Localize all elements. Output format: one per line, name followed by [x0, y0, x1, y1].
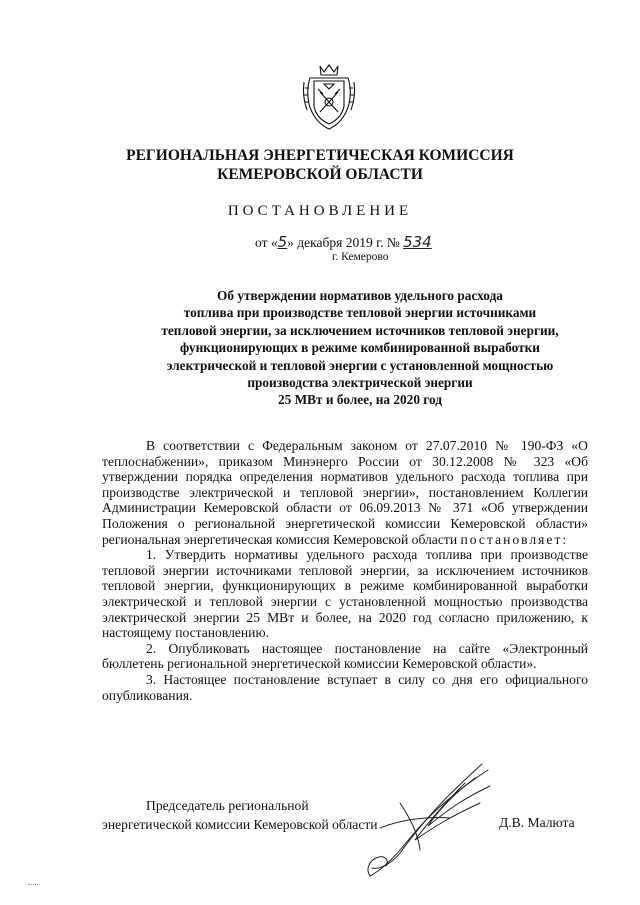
subject-line: 25 МВт и более, на 2020 год — [278, 392, 442, 408]
item-3: 3. Настоящее постановление вступает в силу со дня его официального опубликования. — [102, 671, 588, 703]
subject-line: тепловой энергии, за исключением источников тепловой энергии, — [161, 322, 559, 338]
item-2: 2. Опубликовать настоящее постановление на сайте «Электронный бюллетень региональной энергетической комиссии Кемеровской области». — [102, 640, 588, 672]
date-mid: » декабря 2019 г. № — [287, 235, 400, 250]
organization-title-line2: КЕМЕРОВСКОЙ ОБЛАСТИ — [217, 166, 423, 183]
document-type: ПОСТАНОВЛЕНИЕ — [227, 203, 413, 219]
signature-icon — [340, 758, 510, 883]
subject-line: функционирующих в режиме комбинированной выработки — [180, 340, 540, 356]
document-body — [102, 438, 588, 703]
date-prefix: от « — [255, 235, 278, 250]
city: г. Кемерово — [332, 251, 389, 263]
intro-text: В соответствии с Федеральным законом от 27.07.2010 № 190-ФЗ «О теплоснабжении», приказом Минэнерго России от 30.12.2008 № 323 «Об утверждении порядка определения нормативов удельного расхода топлива при производстве электрической и тепловой энергии», постановлением Коллегии Администрации Кемеровской области от 06.09.2013 № 371 «Об утверждении Положения о региональной энергетической комиссии Кемеровской области» региональная энергетическая комиссия Кемеровской области — [102, 438, 588, 547]
intro-paragraph — [102, 438, 588, 547]
signer-title — [102, 796, 378, 834]
signer-name: Д.В. Малюта — [499, 815, 575, 830]
subject-line: электрической и тепловой энергии с установленной мощностью — [166, 357, 554, 373]
subject-line: Об утверждении нормативов удельного расхода — [217, 288, 503, 303]
date-line — [255, 233, 432, 251]
organization-title-line1: РЕГИОНАЛЬНАЯ ЭНЕРГЕТИЧЕСКАЯ КОМИССИЯ — [126, 147, 514, 164]
scan-artifact — [28, 884, 40, 886]
subject-line: топлива при производстве тепловой энергии источниками — [183, 305, 537, 321]
organization-title — [0, 146, 640, 184]
item-1: 1. Утвердить нормативы удельного расхода топлива при производстве тепловой энергии источниками тепловой энергии, за исключением источников тепловой энергии, функционирующих в режиме комбинированной выработки электрической и тепловой энергии с установленной мощностью производства электрической энергии 25 МВт и более, на 2020 год согласно приложению, к настоящему постановлению. — [102, 547, 588, 641]
subject-line: производства электрической энергии — [247, 375, 473, 391]
document-number: 534 — [403, 233, 432, 251]
document-subject — [130, 287, 590, 409]
coat-of-arms-icon — [300, 62, 358, 132]
signer-title-line1: Председатель региональной — [146, 798, 309, 813]
resolves-word: постановляет: — [460, 531, 569, 547]
date-day: 5 — [277, 233, 288, 251]
signer-title-line2: энергетической комиссии Кемеровской области — [102, 817, 378, 832]
